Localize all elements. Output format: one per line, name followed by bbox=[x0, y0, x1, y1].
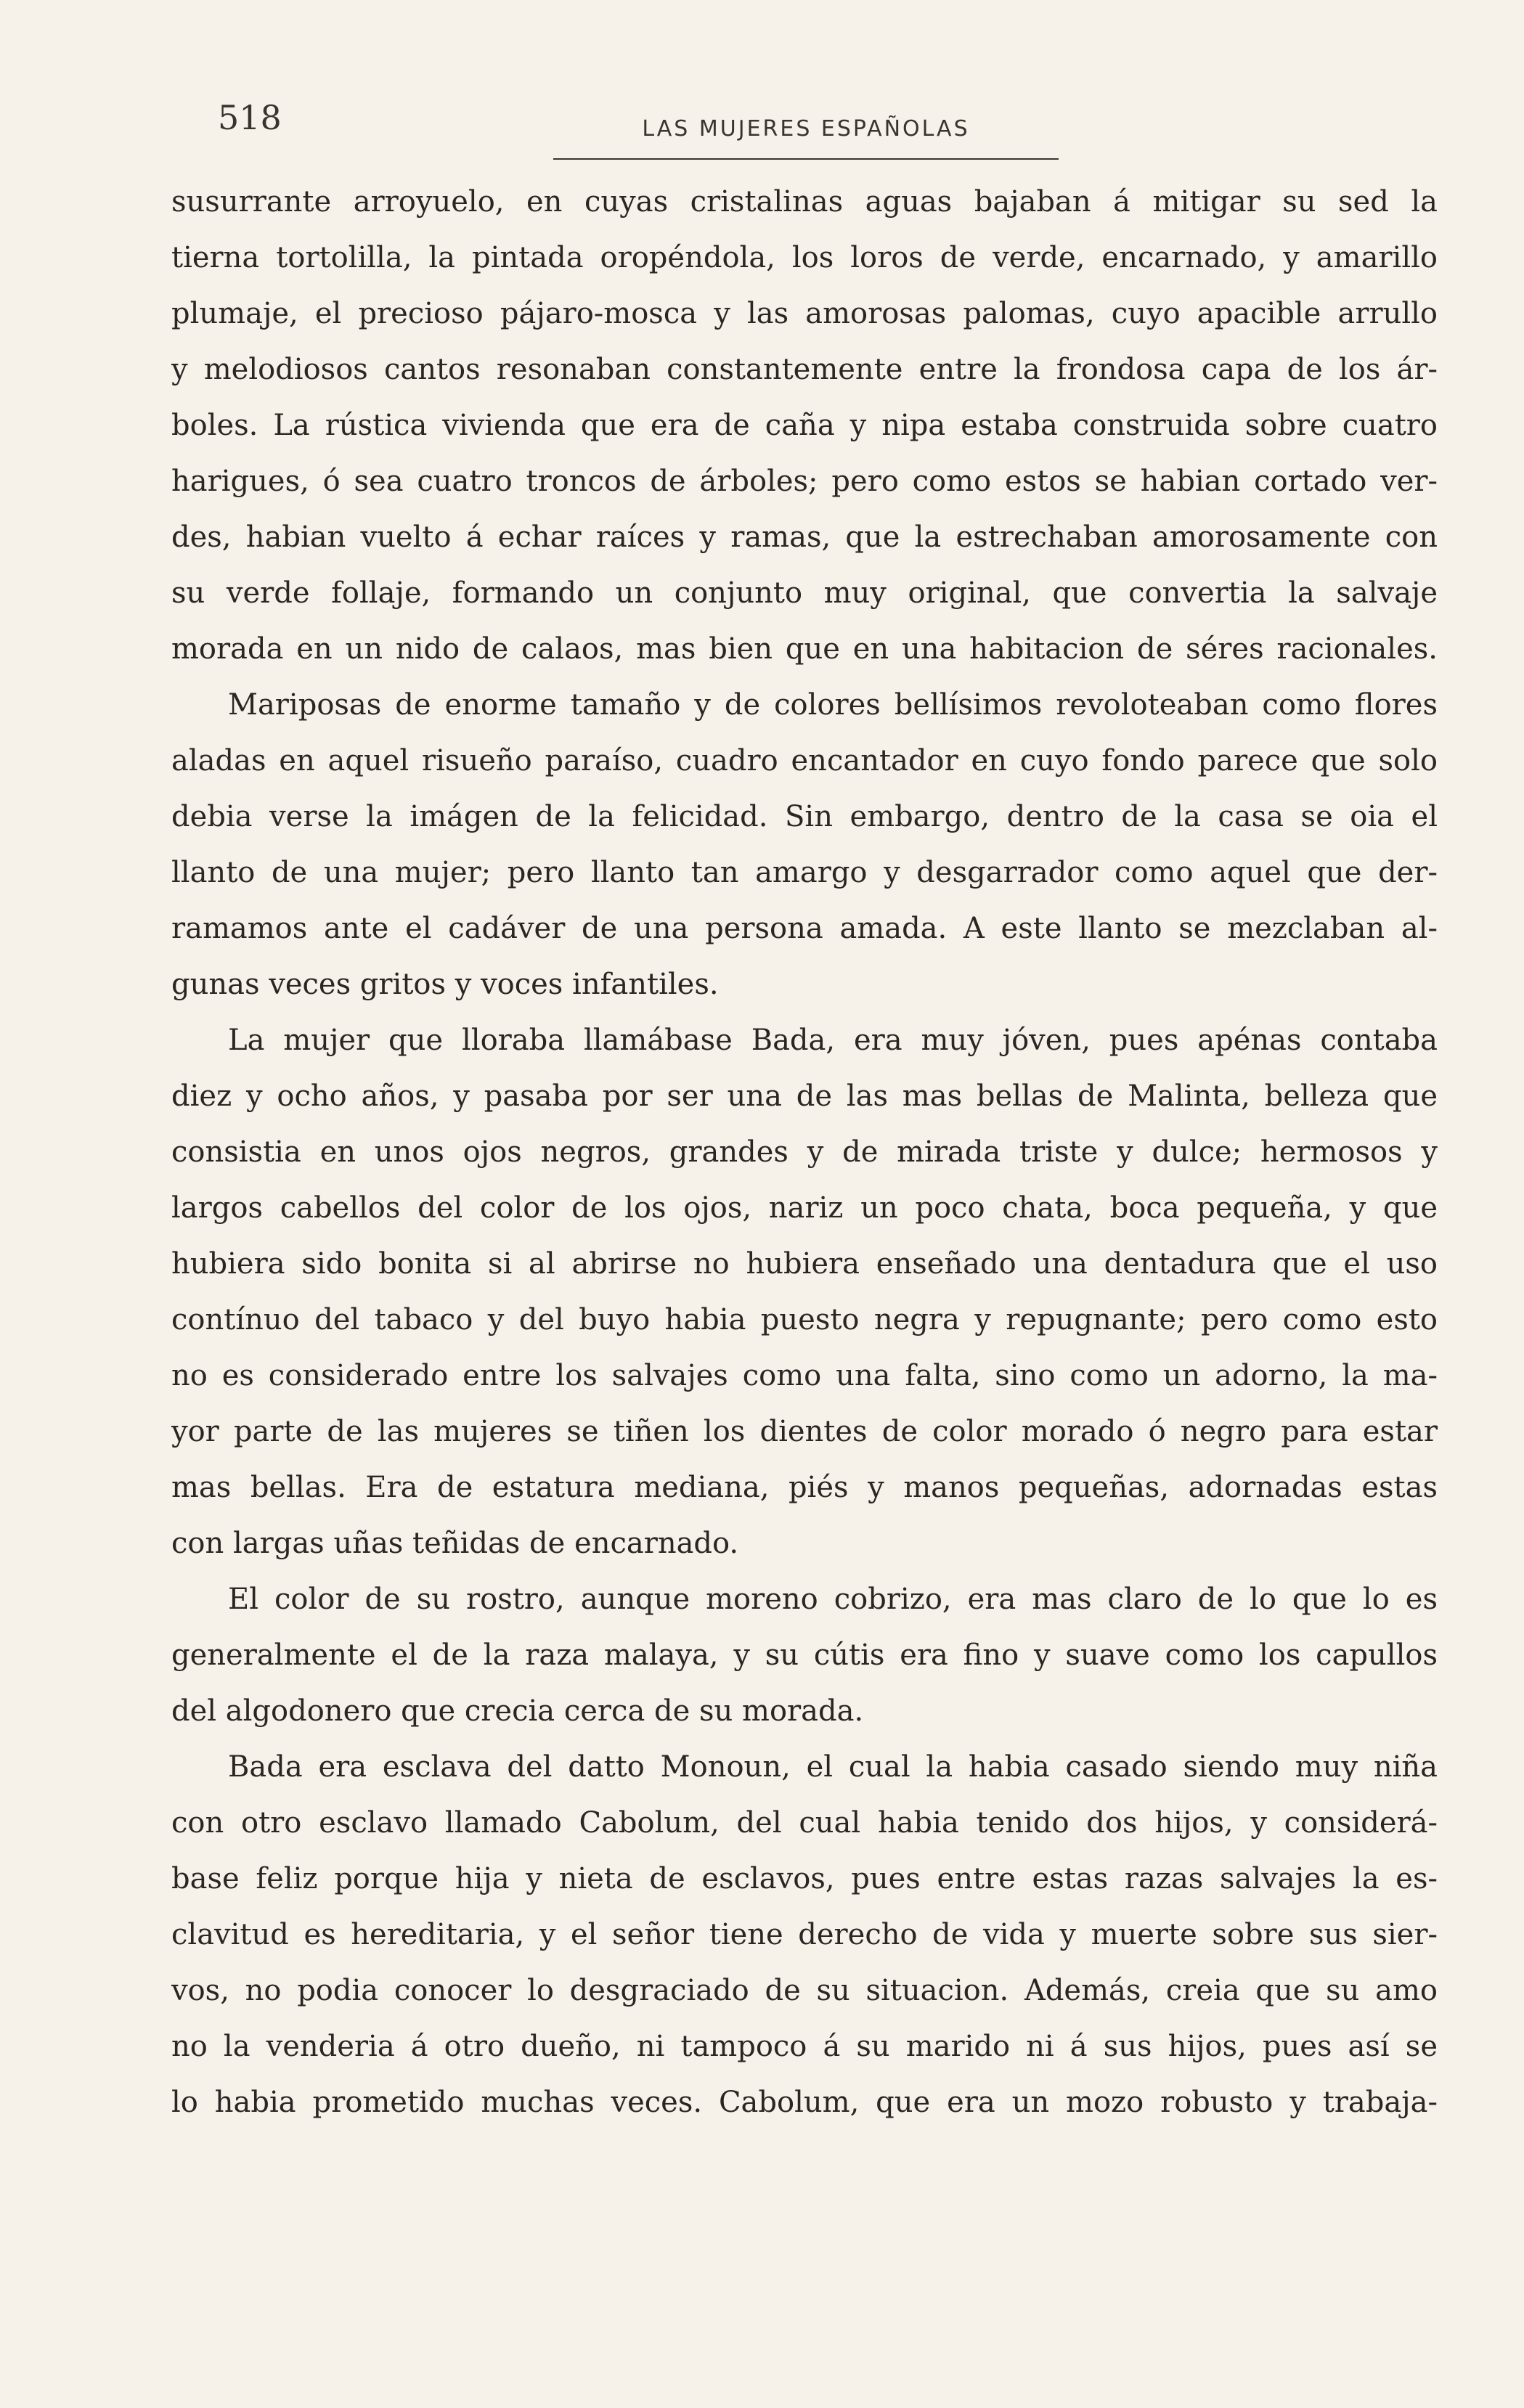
text-line: tierna tortolilla, la pintada oropéndola, los loros de verde, encarnado, y amarillo bbox=[171, 241, 1438, 274]
paragraph-first-line: Mariposas de enorme tamaño y de colores bellísimos revoloteaban como flores bbox=[228, 688, 1438, 722]
text-line: consistia en unos ojos negros, grandes y de mirada triste y dulce; hermosos y bbox=[171, 1135, 1438, 1169]
text-line: no la venderia á otro dueño, ni tampoco á su marido ni á sus hijos, pues así se bbox=[171, 2030, 1438, 2063]
text-line: susurrante arroyuelo, en cuyas cristalinas aguas bajaban á mitigar su sed la bbox=[171, 185, 1438, 219]
text-line: llanto de una mujer; pero llanto tan amargo y desgarrador como aquel que der- bbox=[171, 856, 1438, 889]
body-text bbox=[171, 174, 1438, 2131]
paragraph-last-line: con largas uñas teñidas de encarnado. bbox=[171, 1527, 739, 1560]
text-line: su verde follaje, formando un conjunto muy original, que convertia la salvaje bbox=[171, 576, 1438, 610]
paragraph-first-line: La mujer que lloraba llamábase Bada, era muy jóven, pues apénas contaba bbox=[228, 1024, 1438, 1057]
text-line: aladas en aquel risueño paraíso, cuadro encantador en cuyo fondo parece que solo bbox=[171, 744, 1438, 778]
text-line: harigues, ó sea cuatro troncos de árboles; pero como estos se habian cortado ver- bbox=[171, 465, 1438, 498]
text-line: y melodiosos cantos resonaban constantemente entre la frondosa capa de los ár- bbox=[171, 353, 1438, 386]
paragraph-last-line: del algodonero que crecia cerca de su morada. bbox=[171, 1694, 864, 1728]
text-line: vos, no podia conocer lo desgraciado de su situacion. Además, creia que su amo bbox=[171, 1974, 1438, 2007]
page-number: 518 bbox=[218, 98, 282, 137]
text-line: boles. La rústica vivienda que era de caña y nipa estaba construida sobre cuatro bbox=[171, 409, 1438, 442]
text-line: yor parte de las mujeres se tiñen los dientes de color morado ó negro para estar bbox=[171, 1415, 1438, 1448]
paragraph-last-line: gunas veces gritos y voces infantiles. bbox=[171, 968, 719, 1001]
text-line: con otro esclavo llamado Cabolum, del cual habia tenido dos hijos, y considerá- bbox=[171, 1806, 1438, 1840]
text-line: lo habia prometido muchas veces. Cabolum, que era un mozo robusto y trabaja- bbox=[171, 2086, 1438, 2119]
text-line: clavitud es hereditaria, y el señor tiene derecho de vida y muerte sobre sus sier- bbox=[171, 1918, 1438, 1951]
text-line: no es considerado entre los salvajes como una falta, sino como un adorno, la ma- bbox=[171, 1359, 1438, 1392]
text-line: largos cabellos del color de los ojos, nariz un poco chata, boca pequeña, y que bbox=[171, 1191, 1438, 1225]
text-line: base feliz porque hija y nieta de esclavos, pues entre estas razas salvajes la es- bbox=[171, 1862, 1438, 1895]
text-line: generalmente el de la raza malaya, y su cútis era fino y suave como los capullos bbox=[171, 1638, 1438, 1672]
text-line: contínuo del tabaco y del buyo habia puesto negra y repugnante; pero como esto bbox=[171, 1303, 1438, 1336]
running-head: LAS MUJERES ESPAÑOLAS bbox=[642, 116, 970, 142]
text-line: des, habian vuelto á echar raíces y ramas, que la estrechaban amorosamente con bbox=[171, 521, 1438, 554]
text-line: debia verse la imágen de la felicidad. Sin embargo, dentro de la casa se oia el bbox=[171, 800, 1438, 833]
paragraph-first-line: Bada era esclava del datto Monoun, el cual la habia casado siendo muy niña bbox=[228, 1750, 1438, 1784]
text-line: diez y ocho años, y pasaba por ser una de las mas bellas de Malinta, belleza que bbox=[171, 1079, 1438, 1113]
text-line: plumaje, el precioso pájaro-mosca y las amorosas palomas, cuyo apacible arrullo bbox=[171, 297, 1438, 330]
text-line: hubiera sido bonita si al abrirse no hubiera enseñado una dentadura que el uso bbox=[171, 1247, 1438, 1281]
text-line: ramamos ante el cadáver de una persona amada. A este llanto se mezclaban al- bbox=[171, 912, 1438, 945]
text-line: mas bellas. Era de estatura mediana, piés y manos pequeñas, adornadas estas bbox=[171, 1471, 1438, 1504]
paragraph-first-line: El color de su rostro, aunque moreno cobrizo, era mas claro de lo que lo es bbox=[228, 1583, 1438, 1616]
text-line: morada en un nido de calaos, mas bien que en una habitacion de séres racionales. bbox=[171, 632, 1438, 666]
header-rule bbox=[553, 158, 1059, 160]
